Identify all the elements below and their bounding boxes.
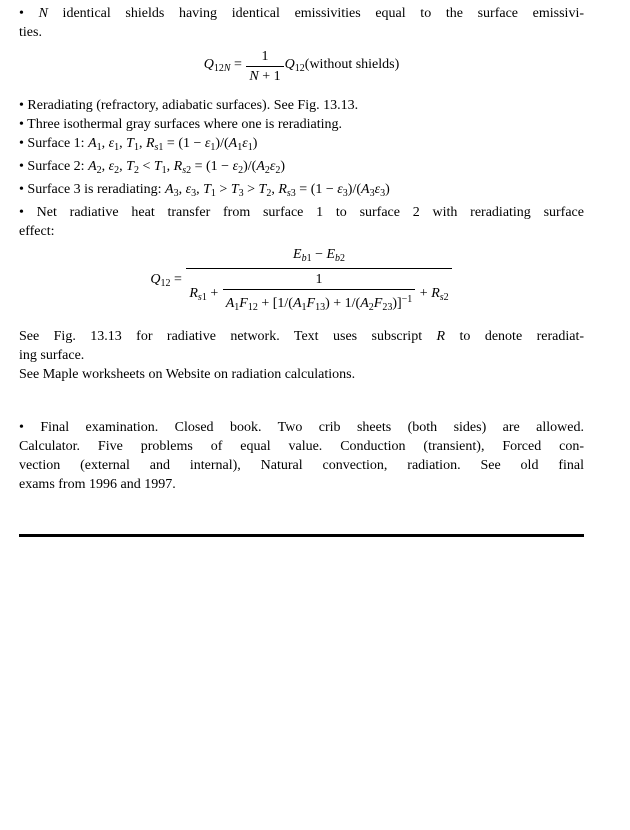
math-token: 3	[380, 188, 386, 199]
math-expression	[285, 55, 400, 78]
text-line	[19, 96, 584, 115]
math-token: 12	[294, 63, 305, 74]
math-token: 12	[160, 278, 171, 289]
fraction-numerator	[223, 270, 416, 289]
math-token: N	[223, 63, 231, 74]
bullet-icon: •	[19, 205, 37, 220]
math-token: 1	[261, 49, 269, 64]
math-token: R	[189, 285, 198, 301]
math-token: <	[138, 159, 154, 174]
bullet-icon: •	[19, 98, 28, 113]
math-token: ε	[204, 136, 211, 151]
math-token: + [1/(	[257, 296, 293, 311]
math-token: T	[126, 159, 134, 174]
math-token: ,	[119, 136, 127, 151]
math-token: ,	[271, 182, 279, 197]
text-line	[19, 475, 584, 494]
bullet-icon: •	[19, 182, 28, 197]
math-token: N	[249, 69, 259, 84]
math-token: = (1 −	[191, 159, 233, 174]
math-token: 2	[443, 291, 449, 303]
math-token: 3	[238, 188, 244, 199]
math-token: b	[335, 253, 341, 264]
fraction-denominator	[223, 289, 416, 317]
math-token: ε	[108, 159, 115, 174]
bullet-icon: •	[19, 420, 41, 435]
math-token: )/(	[243, 159, 257, 174]
math-token: ε	[242, 136, 248, 151]
inner-fraction	[223, 270, 416, 317]
text-line	[19, 23, 584, 42]
text-line	[19, 365, 584, 384]
math-token: F	[239, 296, 248, 311]
math-token: A	[88, 159, 97, 174]
math-token: 1	[114, 142, 120, 153]
display-formula-shields	[19, 47, 584, 86]
math-token: 2	[186, 165, 192, 176]
math-token: 1	[133, 142, 139, 153]
math-token: ε	[232, 159, 239, 174]
math-token: R	[145, 136, 155, 151]
math-token: s	[154, 142, 159, 153]
fraction	[186, 245, 451, 318]
math-token: 1	[234, 302, 240, 313]
fraction-denominator	[246, 66, 283, 86]
math-token: +	[206, 285, 222, 301]
math-token: 3	[290, 188, 296, 199]
math-token: ,	[101, 159, 109, 174]
math-token: E	[293, 247, 302, 262]
fraction-numerator	[246, 47, 283, 66]
math-token: ,	[138, 136, 146, 151]
math-token: =	[230, 57, 246, 72]
math-token: 13	[315, 302, 326, 313]
inline-math	[165, 182, 390, 197]
math-token: E	[326, 247, 336, 262]
math-token: ε	[269, 159, 276, 174]
bullet-icon: •	[19, 6, 39, 21]
math-token: + 1	[258, 69, 281, 84]
math-token: 1	[201, 291, 207, 303]
math-token: −	[311, 247, 327, 262]
text-line	[19, 203, 584, 222]
math-token: s	[286, 188, 291, 199]
text-line	[19, 327, 584, 346]
line-text: Surface 2:	[27, 159, 89, 174]
math-token: A	[88, 136, 97, 151]
math-token: A	[165, 182, 174, 197]
math-expression	[204, 55, 246, 78]
math-token: s	[439, 291, 444, 303]
math-token: )	[280, 159, 286, 174]
math-token: A	[360, 296, 369, 311]
math-token: R	[173, 159, 183, 174]
math-token: =	[170, 272, 186, 287]
line-text: Surface 3 is reradiating:	[27, 182, 166, 197]
math-token: b	[301, 253, 307, 264]
math-token: 12	[213, 63, 224, 74]
math-token: ε	[337, 182, 343, 197]
math-token: 2	[96, 165, 102, 176]
line-text: Net radiative heat transfer from surface 1 to surface 2 with reradiating surface	[36, 205, 584, 220]
math-token: 1	[315, 272, 323, 287]
text-line	[19, 456, 584, 475]
line-text: Reradiating (refractory, adiabatic surfaces). See Fig. 13.13.	[27, 98, 359, 113]
math-token: 1	[210, 142, 216, 153]
math-token: T	[258, 182, 267, 197]
text-line	[19, 437, 584, 456]
math-token: )	[252, 136, 258, 151]
math-token: 2	[133, 165, 139, 176]
math-token: 2	[238, 165, 244, 176]
math-token: T	[203, 182, 211, 197]
math-token: 23	[382, 302, 393, 313]
math-token: )/(	[347, 182, 361, 197]
math-token: 3	[342, 188, 348, 199]
text-line	[19, 418, 584, 437]
math-token: 1	[161, 165, 167, 176]
math-token: 2	[266, 188, 272, 199]
line-text: Surface 1:	[27, 136, 89, 151]
math-token: 1	[210, 188, 216, 199]
math-token: A	[292, 296, 302, 311]
math-token: ε	[108, 136, 115, 151]
line-text: Three isothermal gray surfaces where one is reradiating.	[27, 117, 343, 132]
math-token: R	[431, 285, 440, 301]
math-token: = (1 −	[163, 136, 205, 151]
math-token: 1	[306, 253, 312, 264]
math-token: T	[230, 182, 239, 197]
math-token: ε	[374, 182, 381, 197]
math-token: s	[197, 291, 202, 303]
line-text: identical shields having identical emissivities equal to the surface emissivi-	[47, 6, 584, 21]
math-token: 3	[191, 188, 197, 199]
line-text: Calculator. Five problems of equal value. Conduction (transient), Forced con-	[19, 439, 584, 454]
math-token: A	[225, 296, 235, 311]
math-expression	[150, 270, 185, 293]
math-token: (without shields)	[304, 57, 400, 72]
math-token: A	[361, 182, 370, 197]
horizontal-rule	[19, 534, 584, 537]
text-line	[19, 134, 584, 157]
math-token: Q	[150, 272, 161, 287]
math-token: ,	[119, 159, 127, 174]
line-text: to denote reradiat-	[445, 329, 584, 344]
fraction	[246, 47, 283, 86]
math-token: ,	[178, 182, 186, 197]
math-token: Q	[284, 57, 295, 72]
line-text: ties.	[19, 25, 42, 40]
line-text: ing surface.	[19, 348, 85, 363]
math-token: 1	[301, 302, 307, 313]
math-var: N	[38, 6, 48, 21]
math-token: R	[278, 182, 287, 197]
math-token: )/(	[215, 136, 229, 151]
math-token: T	[153, 159, 162, 174]
line-text: exams from 1996 and 1997.	[19, 477, 176, 492]
display-formula-net-heat-transfer	[19, 245, 584, 318]
bullet-icon: •	[19, 159, 28, 174]
math-token: −1	[401, 294, 413, 305]
text-line	[19, 4, 584, 23]
math-token: ,	[196, 182, 204, 197]
math-token: 3	[173, 188, 179, 199]
text-line	[19, 157, 584, 180]
math-token: 2	[340, 253, 346, 264]
math-expression	[416, 286, 448, 301]
math-token: )]	[392, 296, 402, 311]
math-token: Q	[203, 57, 214, 72]
math-token: ε	[185, 182, 192, 197]
math-token: +	[416, 285, 432, 301]
math-token: 1	[247, 142, 253, 153]
math-token: F	[373, 296, 383, 311]
text-line	[19, 115, 584, 134]
text-line	[19, 222, 584, 241]
math-token: 2	[275, 165, 281, 176]
math-token: 1	[237, 142, 243, 153]
math-token: A	[256, 159, 265, 174]
math-var: R	[436, 329, 446, 344]
line-text: See Maple worksheets on Website on radiation calculations.	[19, 367, 356, 382]
math-token: 2	[264, 165, 270, 176]
math-token: A	[228, 136, 238, 151]
math-token: 3	[369, 188, 375, 199]
math-token: 1	[96, 142, 102, 153]
math-token: 2	[368, 302, 374, 313]
bullet-icon: •	[19, 136, 28, 151]
line-text: See Fig. 13.13 for radiative network. Text uses subscript	[19, 329, 437, 344]
math-token: s	[182, 165, 187, 176]
line-text: Final examination. Closed book. Two crib sheets (both sides) are allowed.	[40, 420, 584, 435]
text-line	[19, 346, 584, 365]
text-line	[19, 180, 584, 203]
math-token: 12	[247, 302, 258, 313]
math-token: ) + 1/(	[325, 296, 361, 311]
fraction-numerator	[186, 245, 451, 268]
math-token: )	[385, 182, 390, 197]
math-token: >	[215, 182, 231, 197]
math-expression	[189, 286, 221, 301]
math-token: ,	[101, 136, 109, 151]
fraction-denominator	[186, 268, 451, 318]
math-token: 2	[114, 165, 120, 176]
math-token: >	[243, 182, 259, 197]
line-text: effect:	[19, 224, 55, 239]
math-token: F	[306, 296, 316, 311]
math-token: = (1 −	[295, 182, 338, 197]
inline-math	[88, 136, 257, 151]
math-token: 1	[158, 142, 164, 153]
inline-math	[88, 159, 285, 174]
bullet-icon: •	[19, 117, 28, 132]
math-token: T	[126, 136, 134, 151]
line-text: vection (external and internal), Natural convection, radiation. See old final	[19, 458, 584, 473]
math-token: ,	[166, 159, 174, 174]
